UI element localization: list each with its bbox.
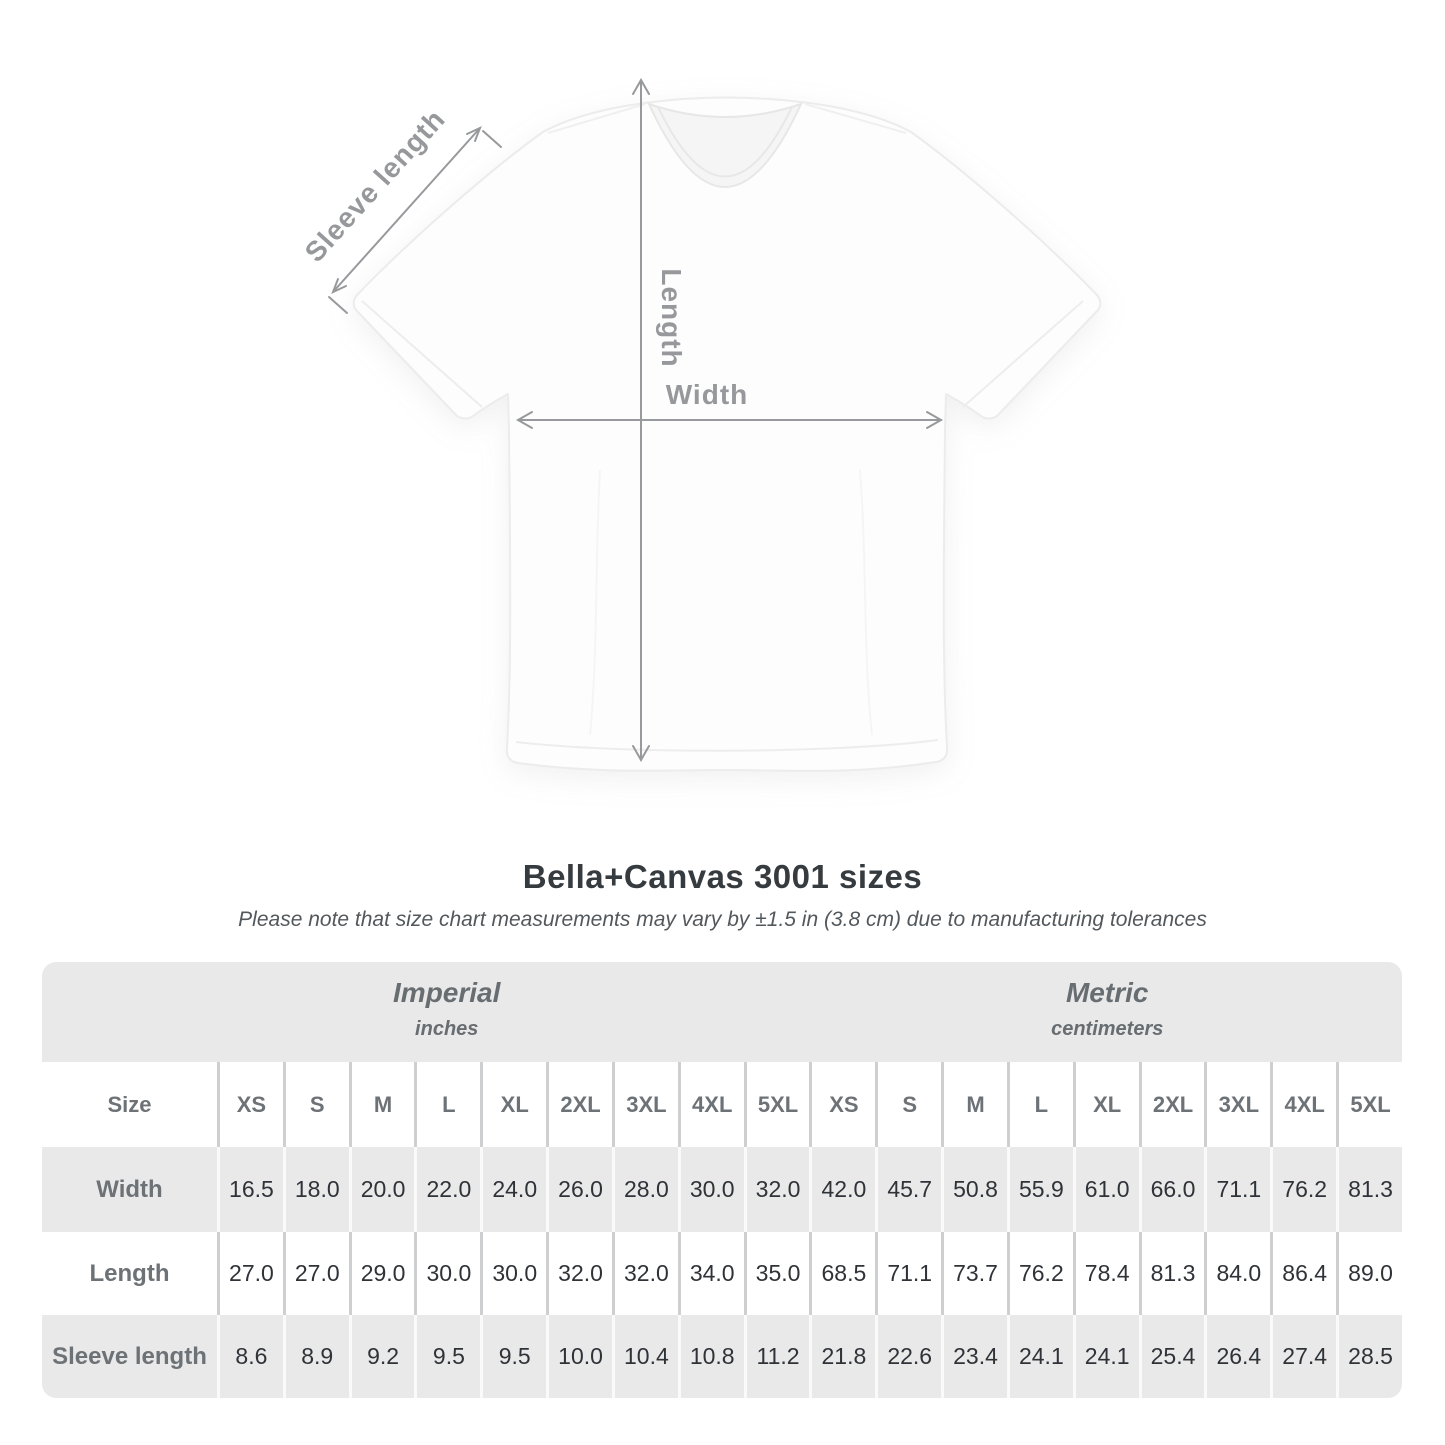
size-header-cell: 3XL (1204, 1062, 1270, 1147)
size-value-cell: 28.0 (612, 1147, 678, 1232)
size-value-cell: 25.4 (1139, 1315, 1205, 1398)
size-header-cell: L (414, 1062, 480, 1147)
imperial-header (42, 962, 809, 1062)
size-value-cell: 9.5 (480, 1315, 546, 1398)
size-value-cell: 76.2 (1270, 1147, 1336, 1232)
size-value-cell: 20.0 (349, 1147, 415, 1232)
size-value-cell: 81.3 (1139, 1232, 1205, 1315)
size-header-cell: 5XL (1336, 1062, 1402, 1147)
table-row-sleeve-length (42, 1315, 1402, 1398)
size-value-cell: 66.0 (1139, 1147, 1205, 1232)
page-subtitle: Please note that size chart measurements may vary by ±1.5 in (3.8 cm) due to manufacturing tolerances (238, 908, 1207, 931)
imperial-unit: inches (415, 1018, 479, 1040)
size-value-cell: 32.0 (744, 1147, 810, 1232)
size-value-cell: 10.4 (612, 1315, 678, 1398)
size-value-cell: 71.1 (1204, 1147, 1270, 1232)
table-row-width (42, 1147, 1402, 1232)
size-value-cell: 30.0 (480, 1232, 546, 1315)
size-value-cell: 22.0 (414, 1147, 480, 1232)
size-header-cell: XL (480, 1062, 546, 1147)
size-value-cell: 27.0 (217, 1232, 283, 1315)
size-value-cell: 78.4 (1073, 1232, 1139, 1315)
size-header-cell: XS (217, 1062, 283, 1147)
tshirt-outline (354, 98, 1101, 771)
size-value-cell: 24.0 (480, 1147, 546, 1232)
size-chart-table (42, 962, 1402, 1398)
size-value-cell: 27.0 (283, 1232, 349, 1315)
size-value-cell: 35.0 (744, 1232, 810, 1315)
size-value-cell: 68.5 (809, 1232, 875, 1315)
page-title: Bella+Canvas 3001 sizes (522, 858, 923, 895)
size-value-cell: 9.5 (414, 1315, 480, 1398)
size-header-cell: 4XL (678, 1062, 744, 1147)
width-label: Width (665, 379, 749, 410)
size-value-cell: 76.2 (1007, 1232, 1073, 1315)
size-value-cell: 89.0 (1336, 1232, 1402, 1315)
size-value-cell: 42.0 (809, 1147, 875, 1232)
size-value-cell: 73.7 (941, 1232, 1007, 1315)
size-value-cell: 26.0 (546, 1147, 612, 1232)
size-header-cell: S (283, 1062, 349, 1147)
size-header-cell: S (875, 1062, 941, 1147)
size-header-cell: M (349, 1062, 415, 1147)
sleeve-length-label: Sleeve length (298, 103, 452, 268)
unit-group-header-row (42, 962, 1402, 1062)
size-value-cell: 26.4 (1204, 1315, 1270, 1398)
size-header-cell: XL (1073, 1062, 1139, 1147)
length-label: Length (656, 268, 687, 368)
size-value-cell: 30.0 (414, 1232, 480, 1315)
row-label: Sleeve length (42, 1315, 217, 1398)
size-value-cell: 50.8 (941, 1147, 1007, 1232)
size-value-cell: 34.0 (678, 1232, 744, 1315)
size-value-cell: 24.1 (1073, 1315, 1139, 1398)
table-row-length (42, 1232, 1402, 1315)
row-label: Length (42, 1232, 217, 1315)
metric-unit: centimeters (1051, 1018, 1164, 1040)
size-header-cell: 2XL (546, 1062, 612, 1147)
size-value-cell: 71.1 (875, 1232, 941, 1315)
size-value-cell: 9.2 (349, 1315, 415, 1398)
size-column-label: Size (42, 1062, 217, 1147)
size-header-cell: 3XL (612, 1062, 678, 1147)
size-header-row (42, 1062, 1402, 1147)
size-value-cell: 18.0 (283, 1147, 349, 1232)
size-value-cell: 81.3 (1336, 1147, 1402, 1232)
size-value-cell: 8.6 (217, 1315, 283, 1398)
size-value-cell: 29.0 (349, 1232, 415, 1315)
row-label: Width (42, 1147, 217, 1232)
size-header-cell: XS (809, 1062, 875, 1147)
size-value-cell: 24.1 (1007, 1315, 1073, 1398)
size-value-cell: 55.9 (1007, 1147, 1073, 1232)
size-value-cell: 8.9 (283, 1315, 349, 1398)
size-value-cell: 27.4 (1270, 1315, 1336, 1398)
size-value-cell: 22.6 (875, 1315, 941, 1398)
size-value-cell: 32.0 (612, 1232, 678, 1315)
size-value-cell: 10.0 (546, 1315, 612, 1398)
size-value-cell: 23.4 (941, 1315, 1007, 1398)
size-header-cell: 4XL (1270, 1062, 1336, 1147)
metric-title: Metric (1065, 977, 1149, 1008)
size-value-cell: 32.0 (546, 1232, 612, 1315)
size-value-cell: 21.8 (809, 1315, 875, 1398)
size-value-cell: 30.0 (678, 1147, 744, 1232)
size-header-cell: L (1007, 1062, 1073, 1147)
tshirt-graphic (354, 98, 1101, 771)
size-header-cell: 5XL (744, 1062, 810, 1147)
size-value-cell: 16.5 (217, 1147, 283, 1232)
imperial-title: Imperial (393, 977, 501, 1008)
metric-header (809, 962, 1402, 1062)
size-header-cell: 2XL (1139, 1062, 1205, 1147)
size-value-cell: 28.5 (1336, 1315, 1402, 1398)
size-value-cell: 84.0 (1204, 1232, 1270, 1315)
size-value-cell: 61.0 (1073, 1147, 1139, 1232)
size-value-cell: 45.7 (875, 1147, 941, 1232)
size-value-cell: 10.8 (678, 1315, 744, 1398)
size-header-cell: M (941, 1062, 1007, 1147)
size-value-cell: 86.4 (1270, 1232, 1336, 1315)
size-value-cell: 11.2 (744, 1315, 810, 1398)
